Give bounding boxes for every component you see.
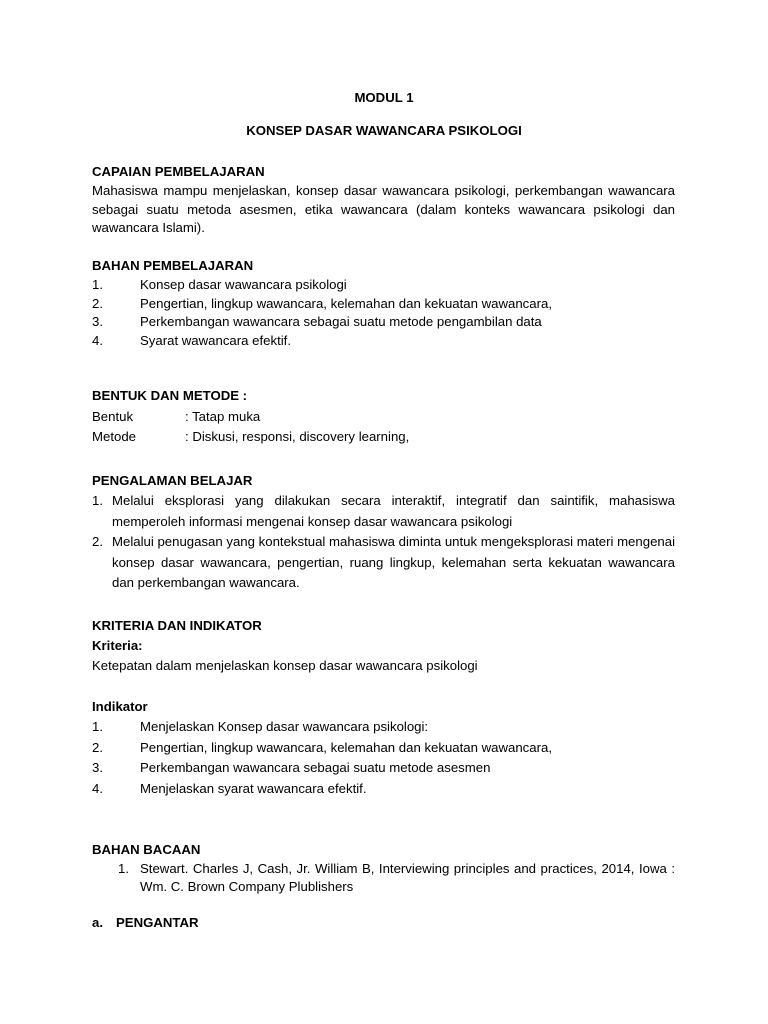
kriteria-heading: KRITERIA DAN INDIKATOR bbox=[92, 618, 262, 633]
kv-row bbox=[92, 408, 675, 428]
list-item bbox=[92, 759, 675, 780]
list-item bbox=[92, 313, 675, 332]
pengantar-heading-row bbox=[92, 914, 675, 933]
list-text: Pengertian, lingkup wawancara, kelemahan dan kekuatan wawancara, bbox=[140, 739, 552, 755]
modul-title: MODUL 1 bbox=[354, 90, 414, 105]
list-number: 1. bbox=[92, 277, 103, 292]
list-item bbox=[92, 332, 675, 351]
list-number: 1. bbox=[92, 719, 103, 734]
list-text: Menjelaskan syarat wawancara efektif. bbox=[140, 780, 367, 796]
pengalaman-list bbox=[92, 491, 675, 594]
section-letter: a. bbox=[92, 915, 103, 930]
list-item bbox=[92, 532, 675, 594]
kriteria-subheading: Kriteria: bbox=[92, 638, 143, 653]
kv-value: : Diskusi, responsi, discovery learning, bbox=[185, 429, 410, 444]
list-number: 4. bbox=[92, 780, 103, 796]
list-item bbox=[92, 718, 675, 739]
list-text: Perkembangan wawancara sebagai suatu metode pengambilan data bbox=[140, 314, 542, 329]
pengantar-heading: PENGANTAR bbox=[116, 915, 199, 930]
list-number: 1. bbox=[118, 861, 129, 876]
kv-key: Metode bbox=[92, 429, 136, 444]
kv-row bbox=[92, 428, 675, 448]
list-text: Syarat wawancara efektif. bbox=[140, 332, 291, 348]
list-item bbox=[92, 491, 675, 532]
pengalaman-heading: PENGALAMAN BELAJAR bbox=[92, 473, 253, 488]
list-text: Melalui penugasan yang kontekstual mahasiswa diminta untuk mengeksplorasi materi mengenai konsep dasar wawancara, pengertian, ruang lingkup, kelemahan serta kekuatan wawancara dan perkembangan wawancara. bbox=[112, 534, 675, 590]
list-number: 2. bbox=[92, 739, 103, 755]
indikator-list bbox=[92, 718, 675, 800]
capaian-text: Mahasiswa mampu menjelaskan, konsep dasar wawancara psikologi, perkembangan wawancara sebagai suatu metoda asesmen, etika wawancara (dalam konteks wawancara psikologi dan wawancara Islami). bbox=[92, 183, 675, 235]
list-number: 1. bbox=[92, 493, 103, 508]
bentuk-heading: BENTUK DAN METODE : bbox=[92, 388, 248, 403]
main-title: KONSEP DASAR WAWANCARA PSIKOLOGI bbox=[246, 123, 522, 138]
list-item bbox=[92, 276, 675, 295]
kv-value: : Tatap muka bbox=[185, 409, 261, 424]
list-number: 3. bbox=[92, 760, 103, 775]
list-number: 4. bbox=[92, 332, 103, 348]
list-number: 3. bbox=[92, 314, 103, 329]
capaian-heading: CAPAIAN PEMBELAJARAN bbox=[92, 164, 265, 179]
list-number: 2. bbox=[92, 295, 103, 311]
list-item bbox=[92, 860, 675, 895]
bacaan-list bbox=[92, 860, 675, 895]
bahan-list bbox=[92, 276, 675, 350]
indikator-heading: Indikator bbox=[92, 699, 148, 714]
bahan-heading: BAHAN PEMBELAJARAN bbox=[92, 258, 254, 273]
list-item bbox=[92, 780, 675, 801]
list-text: Stewart. Charles J, Cash, Jr. William B, Interviewing principles and practices, 2014, Iowa : Wm. C. Brown Company Plublishers bbox=[140, 861, 675, 894]
bacaan-heading: BAHAN BACAAN bbox=[92, 842, 201, 857]
list-text: Pengertian, lingkup wawancara, kelemahan dan kekuatan wawancara, bbox=[140, 295, 552, 311]
list-number: 2. bbox=[92, 534, 103, 549]
list-item bbox=[92, 739, 675, 760]
list-text: Perkembangan wawancara sebagai suatu metode asesmen bbox=[140, 760, 491, 775]
bentuk-table bbox=[92, 408, 675, 448]
list-text: Konsep dasar wawancara psikologi bbox=[140, 277, 347, 292]
list-text: Menjelaskan Konsep dasar wawancara psikologi: bbox=[140, 719, 429, 734]
kv-key: Bentuk bbox=[92, 409, 134, 424]
kriteria-text: Ketepatan dalam menjelaskan konsep dasar wawancara psikologi bbox=[92, 658, 478, 673]
list-item bbox=[92, 295, 675, 314]
list-text: Melalui eksplorasi yang dilakukan secara interaktif, integratif dan saintifik, mahasiswa memperoleh informasi mengenai konsep dasar wawancara psikologi bbox=[112, 493, 675, 529]
